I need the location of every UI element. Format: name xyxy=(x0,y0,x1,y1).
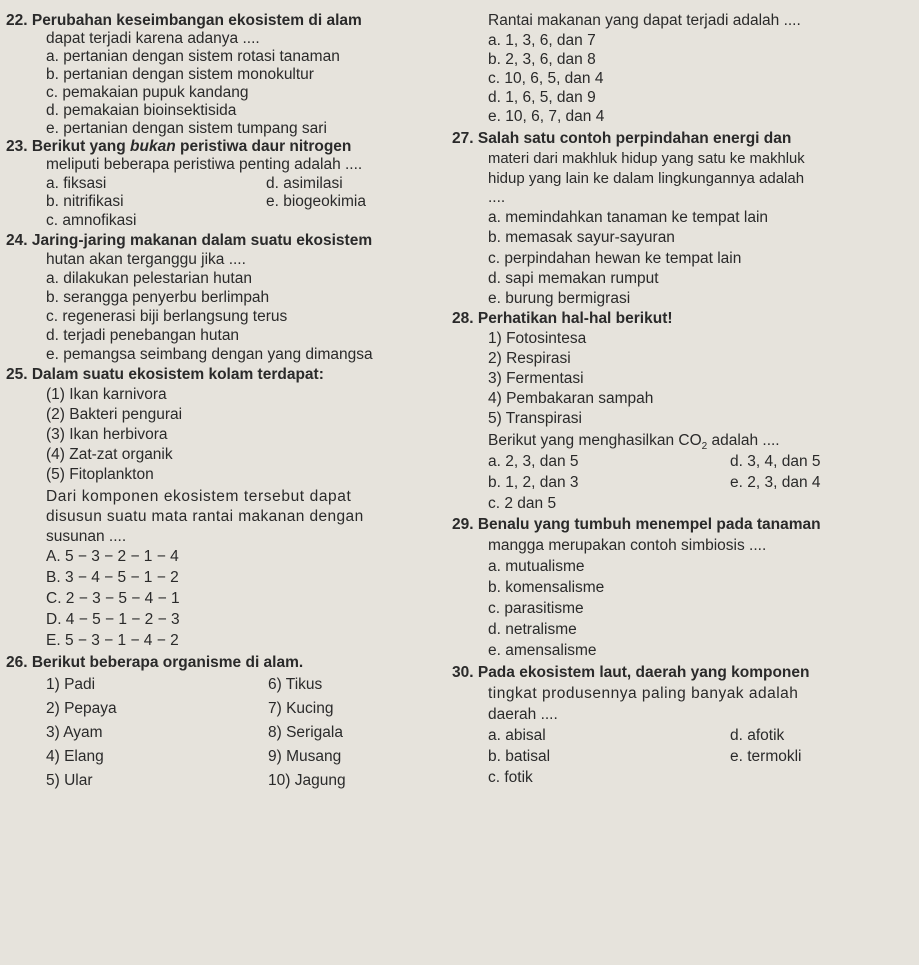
q24-stem-line2: hutan akan terganggu jika .... xyxy=(46,251,246,268)
q28-question-suffix: adalah .... xyxy=(707,432,780,449)
q26-item-10: 10) Jagung xyxy=(268,772,346,789)
q25-item-5: (5) Fitoplankton xyxy=(46,466,154,483)
q24-option-d: d. terjadi penebangan hutan xyxy=(46,327,240,344)
q25-option-e: E. 5 − 3 − 1 − 4 − 2 xyxy=(46,632,179,649)
q29-option-c: c. parasitisme xyxy=(488,600,584,617)
q25-option-b: B. 3 − 4 − 5 − 1 − 2 xyxy=(46,569,179,586)
q27-option-d: d. sapi memakan rumput xyxy=(488,270,659,287)
q23-option-e: e. biogeokimia xyxy=(266,193,366,210)
q27-stem-line2: materi dari makhluk hidup yang satu ke makhluk xyxy=(488,151,805,167)
q25-option-a: A. 5 − 3 − 2 − 1 − 4 xyxy=(46,548,179,565)
q22-option-e: e. pertanian dengan sistem tumpang sari xyxy=(46,120,327,137)
q25-question-line3: susunan .... xyxy=(46,528,127,545)
q27-stem-line3: hidup yang lain ke dalam lingkungannya adalah xyxy=(488,170,805,187)
q24-option-b: b. serangga penyerbu berlimpah xyxy=(46,289,270,306)
q22-option-c: c. pemakaian pupuk kandang xyxy=(46,84,249,101)
q30-option-d: d. afotik xyxy=(730,727,785,744)
q22-option-d: d. pemakaian bioinsektisida xyxy=(46,102,237,119)
q27-stem-line4: .... xyxy=(488,189,506,206)
q29-stem-line1: 29. Benalu yang tumbuh menempel pada tanaman xyxy=(452,516,821,533)
q30-option-b: b. batisal xyxy=(488,748,551,765)
q26-item-4: 4) Elang xyxy=(46,748,104,765)
q25-question-line2: disusun suatu mata rantai makanan dengan xyxy=(46,508,364,525)
q30-stem-line2: tingkat produsennya paling banyak adalah xyxy=(488,685,799,702)
q28-stem: 28. Perhatikan hal-hal berikut! xyxy=(452,310,673,327)
q28-item-5: 5) Transpirasi xyxy=(488,410,582,427)
q30-option-c: c. fotik xyxy=(488,769,533,786)
q26-option-d: d. 1, 6, 5, dan 9 xyxy=(488,89,596,106)
q26-option-a: a. 1, 3, 6, dan 7 xyxy=(488,32,596,49)
q24-option-e: e. pemangsa seimbang dengan yang dimangsa xyxy=(46,346,373,363)
q23-stem-line1 xyxy=(6,138,351,156)
q26-item-7: 7) Kucing xyxy=(268,700,334,717)
q28-item-4: 4) Pembakaran sampah xyxy=(488,390,654,407)
q25-option-d: D. 4 − 5 − 1 − 2 − 3 xyxy=(46,611,180,628)
q28-question-subscript: 2 xyxy=(701,441,708,453)
q23-stem-line2: meliputi beberapa peristiwa penting adalah .... xyxy=(46,156,363,173)
q27-option-e: e. burung bermigrasi xyxy=(488,290,631,307)
q24-option-c: c. regenerasi biji berlangsung terus xyxy=(46,308,288,325)
q26-continued-stem: Rantai makanan yang dapat terjadi adalah .... xyxy=(488,12,801,29)
q25-question-line1: Dari komponen ekosistem tersebut dapat xyxy=(46,488,352,505)
q23-option-c: c. amnofikasi xyxy=(46,212,137,229)
q26-option-e: e. 10, 6, 7, dan 4 xyxy=(488,108,605,125)
q26-stem: 26. Berikut beberapa organisme di alam. xyxy=(6,654,304,671)
q30-stem-line3: daerah .... xyxy=(488,706,558,723)
q23-option-b: b. nitrifikasi xyxy=(46,193,124,210)
q23-option-d: d. asimilasi xyxy=(266,175,343,192)
q27-option-b: b. memasak sayur-sayuran xyxy=(488,229,675,246)
q23-stem-emphasis: bukan xyxy=(130,138,176,155)
q27-option-c: c. perpindahan hewan ke tempat lain xyxy=(488,250,742,267)
q29-option-b: b. komensalisme xyxy=(488,579,605,596)
q28-item-1: 1) Fotosintesa xyxy=(488,330,587,347)
q24-stem-line1: 24. Jaring-jaring makanan dalam suatu ekosistem xyxy=(6,232,373,249)
q28-option-e: e. 2, 3, dan 4 xyxy=(730,474,821,491)
q30-option-e: e. termokli xyxy=(730,748,802,765)
q25-option-c: C. 2 − 3 − 5 − 4 − 1 xyxy=(46,590,180,607)
q28-question-prefix: Berikut yang menghasilkan CO xyxy=(488,432,702,449)
q26-item-2: 2) Pepaya xyxy=(46,700,117,717)
q28-option-d: d. 3, 4, dan 5 xyxy=(730,453,821,470)
q26-item-9: 9) Musang xyxy=(268,748,342,765)
q22-stem-line2: dapat terjadi karena adanya .... xyxy=(46,30,260,47)
q25-item-1: (1) Ikan karnivora xyxy=(46,386,167,403)
q24-option-a: a. dilakukan pelestarian hutan xyxy=(46,270,252,287)
q30-stem-line1: 30. Pada ekosistem laut, daerah yang komponen xyxy=(452,664,810,681)
q22-option-a: a. pertanian dengan sistem rotasi tanaman xyxy=(46,48,340,65)
q23-stem-suffix: peristiwa daur nitrogen xyxy=(175,138,352,155)
q22-stem-line1: 22. Perubahan keseimbangan ekosistem di alam xyxy=(6,12,362,29)
q26-item-8: 8) Serigala xyxy=(268,724,343,741)
q26-item-6: 6) Tikus xyxy=(268,676,323,693)
q25-item-2: (2) Bakteri pengurai xyxy=(46,406,183,423)
q29-stem-line2: mangga merupakan contoh simbiosis .... xyxy=(488,537,767,554)
q26-option-c: c. 10, 6, 5, dan 4 xyxy=(488,70,604,87)
q23-option-a: a. fiksasi xyxy=(46,175,107,192)
q22-option-b: b. pertanian dengan sistem monokultur xyxy=(46,66,314,83)
q28-option-c: c. 2 dan 5 xyxy=(488,495,557,512)
q23-stem-prefix: 23. Berikut yang xyxy=(6,138,131,155)
q29-option-a: a. mutualisme xyxy=(488,558,585,575)
q29-option-e: e. amensalisme xyxy=(488,642,597,659)
q26-item-1: 1) Padi xyxy=(46,676,96,693)
q29-option-d: d. netralisme xyxy=(488,621,577,638)
q28-option-a: a. 2, 3, dan 5 xyxy=(488,453,579,470)
q26-item-3: 3) Ayam xyxy=(46,724,103,741)
q27-stem-line1: 27. Salah satu contoh perpindahan energi dan xyxy=(452,130,792,147)
q26-item-5: 5) Ular xyxy=(46,772,93,789)
q28-item-2: 2) Respirasi xyxy=(488,350,571,367)
q28-option-b: b. 1, 2, dan 3 xyxy=(488,474,579,491)
q28-item-3: 3) Fermentasi xyxy=(488,370,584,387)
q25-item-3: (3) Ikan herbivora xyxy=(46,426,168,443)
q25-item-4: (4) Zat-zat organik xyxy=(46,446,173,463)
q30-option-a: a. abisal xyxy=(488,727,546,744)
q27-option-a: a. memindahkan tanaman ke tempat lain xyxy=(488,209,769,226)
q25-stem: 25. Dalam suatu ekosistem kolam terdapat: xyxy=(6,366,324,383)
q26-option-b: b. 2, 3, 6, dan 8 xyxy=(488,51,596,68)
